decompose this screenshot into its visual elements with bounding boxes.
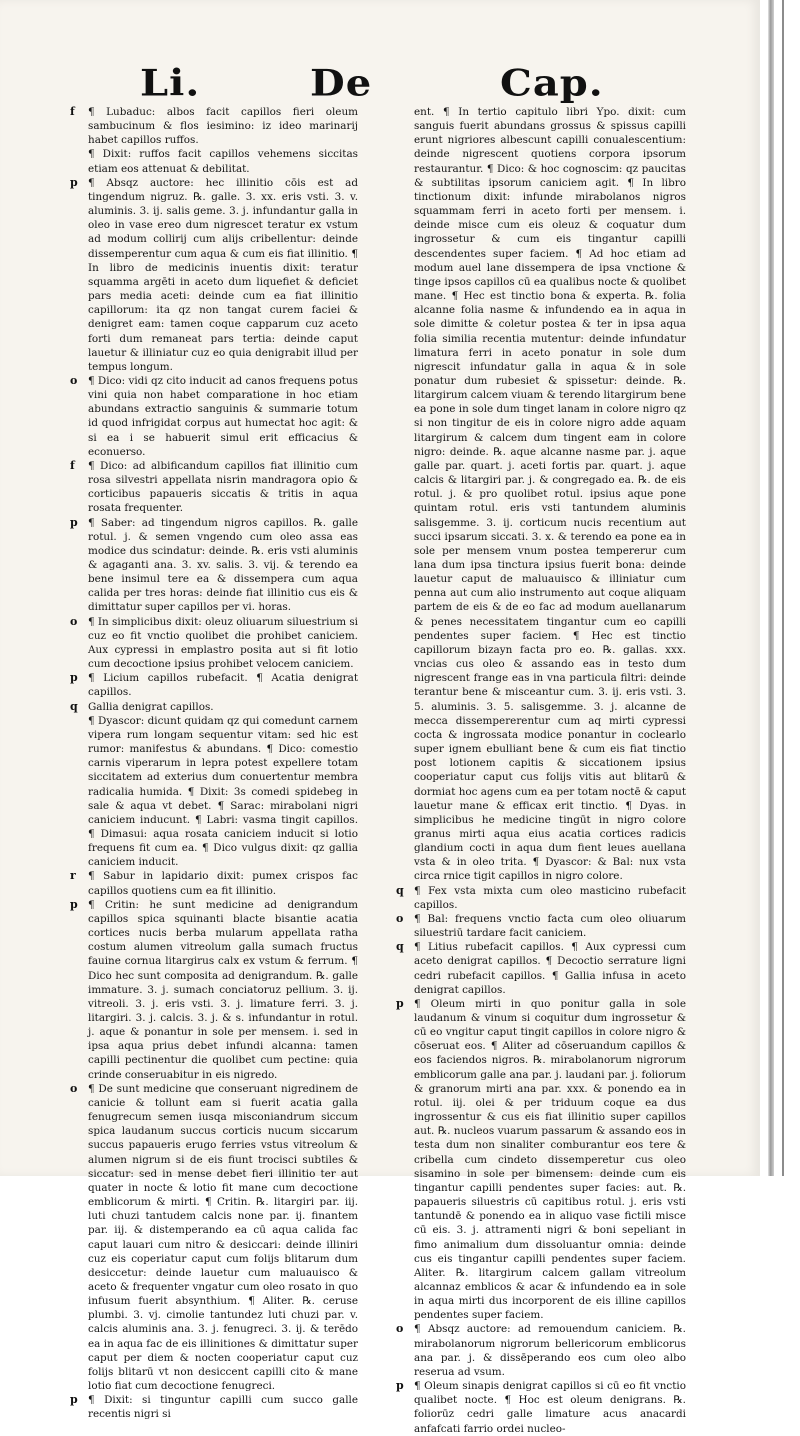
right-text-column xyxy=(396,105,686,1436)
text-paragraph xyxy=(88,147,358,175)
text-paragraph xyxy=(396,911,686,940)
text-paragraph xyxy=(396,1379,686,1436)
text-paragraph xyxy=(70,175,358,374)
margin-marker: o xyxy=(396,1322,404,1336)
paragraph-text: ¶ Litius rubefacit capillos. ¶ Aux cypressi cum aceto denigrat capillos. ¶ Decoctio serrature ligni cedri rubefacit capillos. ¶ Gallia infusa in aceto denigrat capillos. xyxy=(414,941,686,996)
margin-marker: o xyxy=(396,911,404,925)
text-paragraph xyxy=(396,883,686,912)
margin-marker: r xyxy=(70,869,76,883)
margin-marker: p xyxy=(70,515,78,529)
text-paragraph xyxy=(70,1393,358,1421)
paragraph-text: ¶ Bal: frequens vnctio facta cum oleo oliuarum siluestriū tardare facit caniciem. xyxy=(414,912,686,940)
text-paragraph xyxy=(396,1322,686,1379)
paragraph-text: ¶ Critin: he sunt medicine ad denigrandum capillos spica squinanti blacte bisantie acatia cortices nucis berba mularum appellata ratha costum alumen vitreolum galla sumach fructus fauine cornua litargirus calx ex vstum & ferrum. ¶ Dico hec sunt composita ad denigrandum. ℞. galle immature. 3. j. sumach conciatoruz pellium. 3. ij. vitreoli. 3. j. eris vsti. 3. j. limature ferri. 3. j. litargiri. 3. j. calcis. 3. j. & s. infundantur in rotul. j. aque & ponantur in sole per mensem. i. sed in ipsa aqua prius debet infundi alcanna: tamen capilli pectinentur die quolibet cum pectine: quia crinde conseruabitur in eis nigredo. xyxy=(88,898,358,1081)
margin-marker: q xyxy=(396,883,404,897)
margin-marker: o xyxy=(70,1081,78,1095)
margin-marker: p xyxy=(70,671,78,685)
text-paragraph xyxy=(70,458,358,516)
paragraph-text: ent. ¶ In tertio capitulo libri Ypo. dixit: cum sanguis fuerit abundans grossus & spissus capilli erunt nigriores albescunt capilli conualescentium: deinde nigrescent quotiens corpora ipsorum restaurantur. ¶ Dico: & hoc cognoscim: qz paucitas & subtilitas ipsorum caniciem agit. ¶ In libro tinctionum dixit: infunde mirabolanos nigros squammam ferri in aceto forti per mensem. i. deinde misce cum eis oleuz & coquatur dum ingrossetur & cum eis tingantur capilli descendentes super faciem. ¶ Ad hoc etiam ad modum auel lane dissempera de ipsa vnctione & tinge ipsos capillos cū ea qualibus nocte & quolibet mane. ¶ Hec est tinctio bona & experta. ℞. folia alcanne folia nasme & infundendo ea in aqua in sole dimitte & coletur postea & ter in ipsa aqua folia similia recentia mutentur: deinde infundatur limatura ferri in aceto ponatur in sole dum nigrescit infundatur galla in aqua & in sole ponatur dum rubesiet & spissetur: deinde. ℞. litargirum calcem viuam & terendo litargirum bene ea pone in sole dum tinget lanam in colore nigro qz si non tingitur de eis in colore nigro adde aquam litargirum & calcem dum tingent eam in colore nigro: deinde. ℞. aque alcanne nasme par. j. aque galle par. quart. j. aceti fortis par. quart. j. aque calcis & litargiri par. j. & congregado ea. ℞. de eis rotul. j. & pro quolibet rotul. ipsius aque pone quintam rotul. eris vsti tantundem aluminis salisgemme. 3. ij. corticum nucis recentium aut succi ipsarum siccati. 3. x. & terendo ea pone ea in sole per mensem vnum postea tempererur cum lana dum ipsa tinctura ipsius fuerit bona: deinde lauetur caput de maluauisco & illiniatur cum penna aut cum alio instrumento aut coque aliquam partem de eis & de eo fac ad modum auellanarum & penes necessitatem tingantur cum eo capilli pendentes super faciem. ¶ Hec est tinctio capillorum bizayn facta pro eo. ℞. gallas. xxx. vncias cus oleo & assando eas in testo dum nigrescent frange eas in vna particula filtri: deinde terantur bene & misceantur cum. 3. ij. eris vsti. 3. 5. aluminis. 3. 5. salisgemme. 3. j. alcanne de mecca dissempererentur cum aq mirti cypressi cocta & ingrossata modice ponantur in coclearlo super ignem ebulliant bene & cum eis fiat tinctio post lotionem capitis & siccationem ipsius cooperiatur caput cus folijs vitis aut blitarū & dormiat hoc agens cum ea per totam noctē & caput lauetur mane & efficax erit tinctio. ¶ Dyas. in simplicibus he medicine tingūt in nigro colore granus mirti aqua eius acatia cortices radicis glandium cocti in aqua dum fient leues auellana vsta & in oleo trita. ¶ Dyascor: & Bal: nux vsta circa rnice tigit capillos in nigro colore. xyxy=(414,106,686,883)
text-paragraph xyxy=(414,105,686,884)
margin-marker: f xyxy=(70,458,75,472)
paragraph-text: ¶ De sunt medicine que conseruant nigredinem de canicie & tollunt eam si fuerit acatia galla fenugrecum semen iusqa misconiandrum siccum spica laudanum succus corticis nucum siccarum succus papaueris erugo ferries vstus vitreolum & alumen nigrum si de eis fiunt trocisci subtiles & siccatur: sed in mense debet fieri illinitio ter aut quater in nocte & lotio fit mane cum decoctione emblicorum & mirti. ¶ Critin. ℞. litargiri par. iij. luti chuzi tantudem calcis none par. ij. finantem par. iij. & distemperando ea cū aqua calida fac caput lauari cum nitro & desiccari: deinde illiniri cuz eis coperiatur caput cum folijs blitarum dum desiccetur: deinde lauetur cum maluauisco & aceto & frequenter vngatur cum oleo rosato in quo infusum fuerit absynthium. ¶ Aliter. ℞. ceruse plumbi. 3. vj. cimolie tantundez luti chuzi par. v. calcis aluminis ana. 3. j. fenugreci. 3. ij. & terēdo ea in aqua fac de eis illinitiones & dimittatur super caput per diem & nocten cooperiatur caput cuz folijs blitarū vt non desiccent capilli cito & mane lotio fiat cum decoctione fenugreci. xyxy=(88,1082,358,1393)
margin-marker: p xyxy=(70,175,78,189)
paragraph-text: ¶ Oleum mirti in quo ponitur galla in sole laudanum & vinum si coquitur dum ingrossetur & cū eo vngitur caput tingit capillos in colore nigro & cōseruat eos. ¶ Aliter ad cōseruandum capillos & eos faciendos nigros. ℞. mirabolanorum nigrorum emblicorum galle ana par. j. laudani par. j. foliorum & granorum mirti ana par. xxx. & ponendo ea in rotul. iij. olei & per triduum coque ea dus ingrossentur & cus eis fiat illinitio super capillos aut. ℞. nucleos vuarum passarum & assando eos in testa dum non sinaliter comburantur eos tere & cribella cum cindeto dissemperetur cus oleo sisamino in sole per bimensem: deinde cum eis tingantur capilli pendentes super facies: aut. ℞. papaueris siluestris cū capitibus rotul. j. eris vsti tantundē & ponendo ea in aliquo vase fictili misce cū eis. 3. j. attramenti nigri & boni sepeliant in fimo animalium dum dissoluantur omnia: deinde cus eis tingantur capilli pendentes super faciem. Aliter. ℞. litargirum calcem gallam vitreolum alcannaz emblicos & acar & infundendo ea in sole in aqua mirti dus incorporent de eis illine capillos pendentes super faciem. xyxy=(414,997,686,1322)
text-paragraph xyxy=(70,1081,358,1393)
text-paragraph xyxy=(70,515,358,615)
paragraph-text: ¶ Absqz auctore: hec illinitio cōis est ad tingendum nigruz. ℞. galle. 3. xx. eris vsti. 3. v. aluminis. 3. ij. salis geme. 3. j. infundantur galla in oleo in vase ereo dum nigrescet teratur ex vstum ad modum collirij cum alijs cribellentur: deinde dissemperentur cum aqua & cum eis fiat illinitio. ¶ In libro de medicinis inuentis dixit: teratur squamma argēti in aceto dum liquefiet & deficiet pars media aceti: deinde cum ea fiat illinitio capillorum: ita qz non tangat curem faciei & denigret eam: tamen coque capparum cuz aceto forti dum remaneat pars tertia: deinde caput lauetur & illiniatur cuz eo quia denigrabit illud per tempus longum. xyxy=(88,176,358,373)
paragraph-text: Gallia denigrat capillos. xyxy=(88,700,214,713)
paragraph-text: ¶ Sabur in lapidario dixit: pumex crispos fac capillos quotiens cum ea fit illinitio. xyxy=(88,870,358,897)
book-gutter xyxy=(768,0,774,1176)
paragraph-text: ¶ Dyascor: dicunt quidam qz qui comedunt carnem vipera rum longam sequentur vitam: sed hic est rumor: manifestus & abundans. ¶ Dico: comestio carnis viperarum in lepra potest expellere totam siccitatem ad exterius dum conuertentur membra radicalia humida. ¶ Dixit: 3s comedi spidebeg in sale & aqua vt debet. ¶ Sarac: mirabolani nigri caniciem inducunt. ¶ Labri: vasma tingit capillos. ¶ Dimasui: aqua rosata caniciem inducit si lotio frequens fit cum ea. ¶ Dico vulgus dixit: qz gallia caniciem inducit. xyxy=(88,714,358,869)
paragraph-text: ¶ Absqz auctore: ad remouendum caniciem. ℞. mirabolanorum nigrorum bellericorum emblicorus ana par. j. & dissēperando eos cum oleo albo reserua ad vsum. xyxy=(414,1323,686,1378)
margin-marker: p xyxy=(70,897,78,911)
text-paragraph xyxy=(396,996,686,1323)
running-header-middle: De xyxy=(310,62,373,105)
margin-marker: q xyxy=(70,699,78,713)
paragraph-text: ¶ Dico: ad albificandum capillos fiat illinitio cum rosa silvestri appellata nisrin mandragora opio & corticibus papaueris siccatis & tritis in aqua rosata frequenter. xyxy=(88,459,358,515)
text-paragraph xyxy=(396,940,686,997)
margin-marker: o xyxy=(70,614,78,628)
running-header-left: Li. xyxy=(140,62,201,105)
margin-marker: p xyxy=(70,1393,78,1407)
running-header-right: Cap. xyxy=(500,62,604,105)
paragraph-text: ¶ Dixit: ruffos facit capillos vehemens siccitas etiam eos attenuat & debilitat. xyxy=(88,148,358,175)
paragraph-text: ¶ Fex vsta mixta cum oleo masticino rubefacit capillos. xyxy=(414,884,686,911)
text-paragraph xyxy=(70,671,358,699)
margin-marker: o xyxy=(70,373,78,387)
margin-marker: f xyxy=(70,105,75,118)
margin-marker: p xyxy=(396,1379,404,1393)
text-paragraph xyxy=(70,699,358,714)
text-paragraph xyxy=(70,105,358,147)
margin-marker: p xyxy=(396,996,404,1010)
text-paragraph xyxy=(70,869,358,897)
paragraph-text: ¶ In simplicibus dixit: oleuz oliuarum siluestrium si cuz eo fit vnctio quolibet die prohibet caniciem. Aux cypressi in emplastro posita aut si fit lotio cum decoctione ipsius prohibet velocem caniciem. xyxy=(88,615,358,671)
paragraph-text: ¶ Dixit: si tinguntur capilli cum succo galle recentis nigri si xyxy=(88,1394,358,1421)
left-text-column xyxy=(70,105,358,1422)
paragraph-text: ¶ Dico: vidi qz cito inducit ad canos frequens potus vini quia non habet comparatione in hoc etiam abundans extractio sanguinis & summarie totum id quod infrigidat corpus aut humectat hoc agit: & si ea i se habuerit simul erit efficacius & econuerso. xyxy=(88,374,358,458)
text-paragraph xyxy=(70,373,358,459)
text-paragraph xyxy=(70,897,358,1082)
paragraph-text: ¶ Licium capillos rubefacit. ¶ Acatia denigrat capillos. xyxy=(88,672,358,699)
text-paragraph xyxy=(70,614,358,672)
page-edge-line xyxy=(782,0,784,1176)
paragraph-text: ¶ Oleum sinapis denigrat capillos si cū eo fit vnctio qualibet nocte. ¶ Hoc est oleum denigrans. ℞. foliorūz cedri galle limature acus anacardi anfafcati farrio ordei nucleo- xyxy=(414,1380,686,1435)
paragraph-text: ¶ Saber: ad tingendum nigros capillos. ℞. galle rotul. j. & semen vngendo cum oleo assa eas modice dus scindatur: deinde. ℞. eris vsti aluminis & agaganti ana. 3. xv. salis. 3. vij. & terendo ea bene insimul tere ea & dissempera cum aqua calida per tres horas: deinde fiat illinitio cus eis & dimittatur super capillos per vi. horas. xyxy=(88,516,358,614)
margin-marker: q xyxy=(396,940,404,954)
text-paragraph xyxy=(88,714,358,870)
paragraph-text: ¶ Lubaduc: albos facit capillos fieri oleum sambucinum & flos iesimino: iz ideo marinarij habet capillos ruffos. xyxy=(88,106,358,147)
